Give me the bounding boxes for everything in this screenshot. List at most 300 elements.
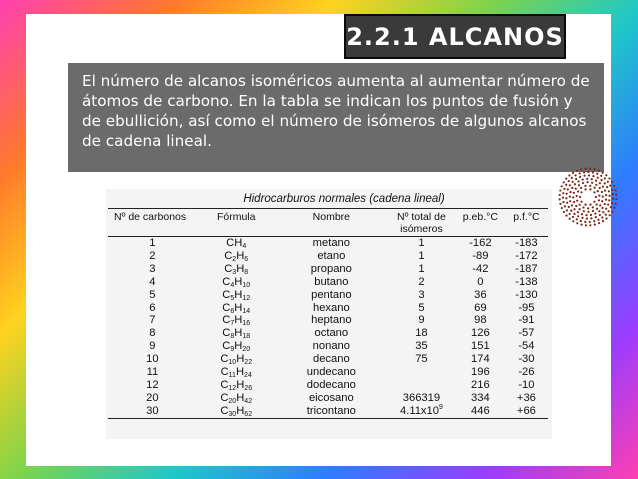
cell-carbons: 3 [149, 262, 156, 275]
cell-isomers [387, 289, 456, 302]
ornament-dot [586, 217, 588, 219]
ornament-dot [590, 214, 592, 216]
ornament-dot [584, 168, 586, 170]
formula-h: H [236, 378, 245, 391]
cell-melting-point: -172 [515, 249, 538, 262]
ornament-dot [598, 222, 600, 224]
ornament-dot [612, 193, 614, 195]
ornament-dot [594, 223, 596, 225]
cell-name: metano [276, 237, 387, 250]
ornament-dot [605, 199, 607, 201]
ornament-dot [572, 216, 574, 218]
table-row [108, 263, 548, 276]
formula-h-count: 18 [242, 333, 251, 341]
cell-formula [197, 340, 276, 353]
cell-isomers [387, 392, 456, 405]
ornament-dot [613, 185, 615, 187]
cell-name: etano [317, 249, 346, 262]
formula-c-count: 20 [228, 397, 237, 405]
formula-h-count: 6 [244, 255, 249, 263]
isomers-value: 9 [418, 314, 425, 327]
cell-melting-point: -130 [515, 288, 538, 301]
ornament-dot [615, 198, 617, 200]
cell-carbons: 8 [149, 327, 156, 340]
cell-formula [197, 392, 276, 405]
ornament-dot [593, 201, 595, 203]
ornament-dot [605, 208, 607, 210]
ornament-dot [590, 217, 592, 219]
formula-c: C [224, 249, 233, 262]
ornament-dot [569, 196, 571, 198]
ornament-dot [575, 205, 577, 207]
cell-carbons: 11 [146, 366, 159, 379]
cell-isomers [387, 327, 456, 340]
ornament-dot [614, 189, 616, 191]
ornament-dot [577, 180, 579, 182]
ornament-dot [566, 209, 568, 211]
ornament-dot [589, 168, 591, 170]
cell-formula [197, 379, 276, 392]
ornament-dot [605, 214, 607, 216]
cell-melting-point: -54 [518, 340, 535, 353]
cell-isomers [387, 263, 456, 276]
cell-formula [197, 237, 276, 250]
ornament-dot [579, 172, 581, 174]
table-row [108, 289, 548, 302]
formula-h-count: 4 [242, 243, 247, 250]
ornament-dot [598, 195, 600, 197]
ornament-dot [581, 213, 583, 215]
ornament-dot [596, 173, 598, 175]
ornament-dot [604, 190, 606, 192]
table-row [108, 327, 548, 340]
ornament-dot [575, 178, 577, 180]
ornament-dot [599, 182, 601, 184]
ornament-dot [604, 182, 606, 184]
ornament-dot [584, 221, 586, 223]
ornament-dot [608, 199, 610, 201]
ornament-dot [602, 186, 604, 188]
ornament-dot [559, 189, 561, 191]
ornament-dot [569, 218, 571, 220]
ornament-dot [569, 200, 571, 202]
ornament-dot [580, 191, 582, 193]
formula-c-count: 9 [230, 346, 235, 354]
ornament-dot [559, 198, 561, 200]
ornament-dot [584, 185, 586, 187]
ornament-dot [604, 203, 606, 205]
table-row [108, 276, 548, 289]
ornament-dot [580, 168, 582, 170]
cell-name: propano [310, 262, 352, 275]
cell-formula [197, 314, 276, 327]
ornament-dot [615, 193, 617, 195]
ornament-dot [612, 197, 614, 199]
formula-h: H [236, 249, 245, 262]
formula-h: H [234, 314, 243, 327]
isomers-value: 366319 [402, 391, 441, 404]
ornament-dot [595, 216, 597, 218]
table [108, 208, 548, 419]
isomers-value: 1 [418, 262, 425, 275]
ornament-dot [586, 181, 588, 183]
ornament-dot [575, 188, 577, 190]
ornament-dot [581, 217, 583, 219]
cell-name: butano [314, 275, 349, 288]
ornament-dot [576, 170, 578, 172]
ornament-dot [592, 210, 594, 212]
ornament-dot [571, 187, 573, 189]
cell-boiling-point: 216 [471, 378, 490, 391]
cell-melting-point: +36 [516, 391, 536, 404]
ornament-dot [559, 194, 561, 196]
cell-isomers [387, 276, 456, 289]
ornament-dot [573, 213, 575, 215]
table-row [108, 366, 548, 379]
cell-isomers [387, 340, 456, 353]
formula-c-count: 10 [228, 359, 237, 367]
ornament-dot [559, 203, 561, 205]
ornament-dot [565, 214, 567, 216]
ornament-dot [609, 214, 611, 216]
dotted-circle-ornament-icon [557, 166, 619, 228]
ornament-dot [595, 203, 597, 205]
ornament-dot [593, 187, 595, 189]
formula-h-count: 62 [244, 410, 253, 418]
ornament-dot [589, 221, 591, 223]
ornament-dot [568, 174, 570, 176]
cell-isomers [387, 379, 456, 392]
ornament-dot [578, 184, 580, 186]
ornament-dot [569, 184, 571, 186]
ornament-dot [607, 204, 609, 206]
formula-c: CH [226, 237, 243, 249]
isomers-value: 18 [415, 327, 428, 340]
formula-c: C [222, 314, 231, 327]
formula-h: H [236, 353, 245, 366]
ornament-dot [587, 211, 589, 213]
formula-c-count: 2 [232, 255, 237, 263]
table-row [108, 340, 548, 353]
formula-c-count: 7 [230, 320, 235, 328]
cell-isomers [387, 302, 456, 315]
cell-carbons: 30 [108, 405, 197, 418]
header-formula: Fórmula [197, 209, 276, 237]
formula-h-count: 20 [242, 346, 251, 354]
formula-h-count: 10 [242, 281, 251, 289]
ornament-dot [571, 204, 573, 206]
formula-h-count: 24 [244, 372, 252, 380]
ornament-dot [602, 211, 604, 213]
ornament-dot [598, 170, 600, 172]
isomers-exponent: 9 [438, 403, 443, 411]
cell-boiling-point: 334 [471, 391, 490, 404]
cell-name: undecano [306, 366, 356, 379]
ornament-dot [567, 188, 569, 190]
alkanes-table [106, 189, 552, 439]
ornament-dot [572, 181, 574, 183]
table-row [108, 379, 548, 392]
formula-c-count: 4 [230, 281, 235, 289]
formula-c: C [222, 301, 231, 314]
formula-c: C [220, 378, 229, 391]
ornament-dot [602, 172, 604, 174]
cell-name: hexano [312, 301, 350, 314]
slide-title: 2.2.1 ALCANOS [346, 22, 564, 51]
ornament-dot [593, 191, 595, 193]
ornament-dot [583, 210, 585, 212]
cell-isomers [387, 237, 456, 250]
cell-carbons: 9 [149, 340, 156, 353]
cell-melting-point: -91 [518, 314, 535, 327]
cell-melting-point: +66 [505, 405, 548, 418]
formula-h: H [234, 340, 243, 353]
ornament-dot [611, 181, 613, 183]
cell-name: pentano [311, 288, 352, 301]
isomers-value: 1 [418, 249, 425, 262]
cell-carbons: 6 [149, 301, 156, 314]
ornament-dot [608, 195, 610, 197]
formula-h-count: 22 [244, 359, 253, 367]
ornament-dot [577, 190, 579, 192]
formula-h: H [236, 404, 245, 417]
cell-carbons: 1 [108, 237, 197, 250]
ornament-dot [576, 222, 578, 224]
ornament-dot [601, 216, 603, 218]
ornament-dot [571, 177, 573, 179]
ornament-dot [597, 190, 599, 192]
ornament-dot [576, 195, 578, 197]
ornament-dot [568, 180, 570, 182]
formula-c: C [222, 327, 231, 340]
cell-formula [197, 276, 276, 289]
table-row [108, 405, 548, 418]
formula-h: H [234, 288, 243, 301]
ornament-dot [573, 201, 575, 203]
isomers-value: 1 [418, 237, 425, 249]
cell-formula [197, 263, 276, 276]
ornament-dot [609, 184, 611, 186]
formula-h: H [235, 366, 245, 379]
cell-melting-point: -95 [518, 301, 535, 314]
ornament-dot [599, 204, 601, 206]
formula-c: C [222, 340, 231, 353]
isomers-value: 4.11x10 [399, 404, 439, 417]
cell-name: dodecano [306, 378, 356, 391]
isomers-value: 35 [415, 340, 428, 353]
cell-boiling-point: 98 [474, 314, 487, 327]
formula-h-count: 16 [242, 320, 251, 328]
ornament-dot [605, 174, 607, 176]
ornament-dot [582, 182, 584, 184]
formula-h: H [234, 301, 243, 314]
ornament-dot [602, 220, 604, 222]
ornament-dot [574, 183, 576, 185]
ornament-dot [579, 204, 581, 206]
ornament-dot [564, 205, 566, 207]
ornament-dot [572, 220, 574, 222]
ornament-dot [568, 206, 570, 208]
ornament-dot [597, 177, 599, 179]
cell-boiling-point: 174 [471, 353, 490, 366]
ornament-dot [561, 185, 563, 187]
ornament-dot [589, 188, 591, 190]
formula-c-count: 30 [228, 410, 237, 418]
cell-boiling-point: -89 [472, 249, 489, 262]
formula-c-count: 8 [230, 333, 235, 341]
header-name: Nombre [276, 209, 387, 237]
cell-boiling-point: -162 [456, 237, 505, 250]
ornament-dot [608, 190, 610, 192]
ornament-dot [563, 211, 565, 213]
ornament-dot [601, 207, 603, 209]
table-row [108, 237, 548, 250]
ornament-dot [605, 194, 607, 196]
ornament-dot [602, 195, 604, 197]
ornament-dot [611, 202, 613, 204]
cell-melting-point: -57 [518, 327, 535, 340]
formula-h-count: 8 [244, 268, 249, 276]
cell-name: heptano [311, 314, 352, 327]
ornament-dot [608, 177, 610, 179]
ornament-dot [579, 176, 581, 178]
ornament-dot [580, 224, 582, 226]
ornament-dot [583, 171, 585, 173]
header-carbons: Nº de carbonos [108, 209, 197, 237]
ornament-dot [600, 179, 602, 181]
ornament-dot [613, 207, 615, 209]
ornament-dot [565, 197, 567, 199]
ornament-dot [562, 192, 564, 194]
table-row [108, 302, 548, 315]
ornament-dot [588, 174, 590, 176]
cell-melting-point: -138 [515, 275, 538, 288]
ornament-dot [611, 211, 613, 213]
cell-formula [197, 302, 276, 315]
ornament-dot [604, 177, 606, 179]
ornament-dot [591, 182, 593, 184]
ornament-dot [573, 208, 575, 210]
ornament-dot [597, 219, 599, 221]
ornament-dot [576, 200, 578, 202]
table-row [108, 314, 548, 327]
ornament-dot [577, 211, 579, 213]
table-title: Hidrocarburos normales (cadena lineal) [243, 193, 445, 205]
cell-boiling-point: -42 [472, 262, 489, 275]
ornament-dot [584, 204, 586, 206]
cell-carbons: 2 [149, 249, 156, 262]
header-boiling-point: p.eb.°C [456, 209, 505, 237]
formula-c-count: 5 [230, 294, 235, 302]
isomers-value: 2 [418, 275, 425, 288]
ornament-dot [585, 214, 587, 216]
ornament-dot [611, 189, 613, 191]
cell-formula [197, 327, 276, 340]
ornament-dot [598, 210, 600, 212]
text-box [68, 63, 604, 172]
ornament-dot [572, 172, 574, 174]
cell-boiling-point: 0 [477, 275, 484, 288]
cell-melting-point: -10 [518, 378, 535, 391]
ornament-dot [582, 178, 584, 180]
ornament-dot [561, 207, 563, 209]
ornament-dot [595, 180, 597, 182]
ornament-dot [589, 185, 591, 187]
ornament-dot [582, 206, 584, 208]
ornament-dot [587, 207, 589, 209]
ornament-dot [615, 202, 617, 204]
ornament-dot [576, 218, 578, 220]
ornament-dot [600, 175, 602, 177]
cell-name: tricontano [276, 405, 387, 418]
ornament-dot [585, 224, 587, 226]
ornament-dot [601, 191, 603, 193]
ornament-dot [574, 174, 576, 176]
cell-boiling-point: 196 [471, 366, 490, 379]
ornament-dot [565, 184, 567, 186]
cell-carbons: 5 [149, 288, 156, 301]
formula-c: C [220, 404, 229, 417]
ornament-dot [572, 196, 574, 198]
isomers-value: 5 [418, 301, 425, 314]
formula-c: C [220, 366, 229, 379]
cell-isomers [387, 353, 456, 366]
ornament-dot [595, 196, 597, 198]
cell-formula [197, 289, 276, 302]
formula-h-count: 42 [244, 397, 253, 405]
cell-formula [197, 250, 276, 263]
formula-c: C [222, 275, 231, 288]
formula-c-count: 6 [230, 307, 235, 315]
table-row [108, 353, 548, 366]
cell-isomers [387, 250, 456, 263]
ornament-dot [592, 206, 594, 208]
formula-h: H [234, 275, 243, 288]
cell-boiling-point: 151 [471, 340, 490, 353]
ornament-dot [599, 187, 601, 189]
formula-h-count: 12 [242, 294, 251, 302]
formula-c-count: 12 [228, 384, 237, 392]
cell-formula [197, 353, 276, 366]
ornament-dot [580, 187, 582, 189]
ornament-dot [563, 181, 565, 183]
formula-c: C [220, 353, 229, 366]
cell-name: octano [314, 327, 349, 340]
cell-isomers [387, 405, 456, 418]
ornament-dot [598, 199, 600, 201]
ornament-dot [605, 217, 607, 219]
ornament-dot [569, 213, 571, 215]
ornament-dot [565, 178, 567, 180]
cell-carbons: 7 [149, 314, 156, 327]
slide-paragraph: El número de alcanos isoméricos aumenta al aumentar número de átomos de carbono. En la tabla se indican los puntos de fusión y de ebullición, así como el número de isómeros de algunos alcanos de cadena lineal. [82, 72, 590, 150]
cell-isomers [387, 366, 456, 379]
cell-boiling-point: 36 [474, 288, 487, 301]
formula-h: H [236, 391, 245, 404]
cell-melting-point: -183 [505, 237, 548, 250]
formula-c: C [222, 288, 231, 301]
ornament-dot [579, 196, 581, 198]
ornament-dot [580, 220, 582, 222]
formula-c: C [224, 262, 233, 275]
isomers-value: 75 [415, 353, 428, 366]
formula-c-count: 3 [232, 268, 237, 276]
formula-h-count: 14 [242, 307, 251, 315]
ornament-dot [586, 178, 588, 180]
ornament-dot [584, 188, 586, 190]
ornament-dot [579, 208, 581, 210]
cell-carbons: 4 [149, 275, 156, 288]
